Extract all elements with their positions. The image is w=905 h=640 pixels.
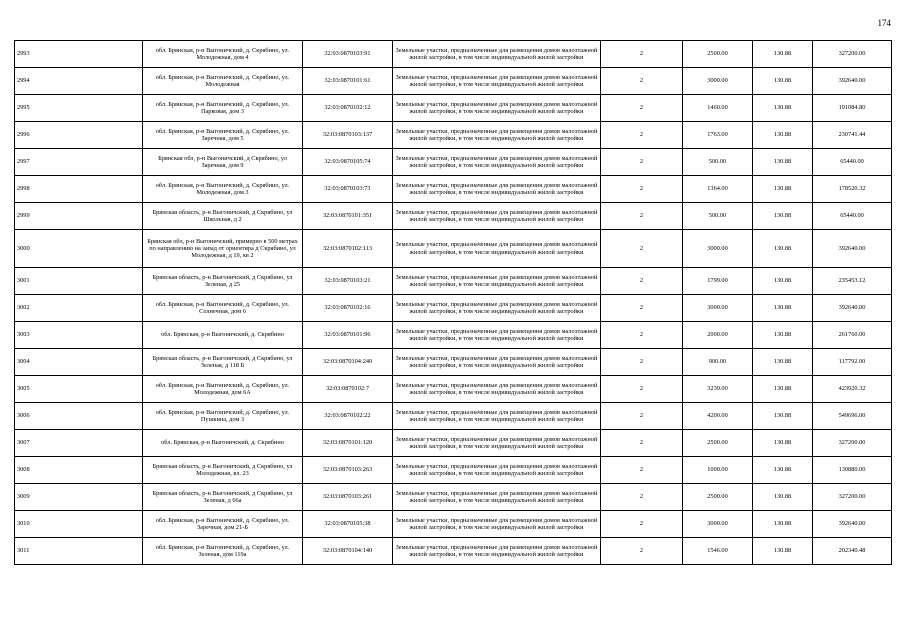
cadastral-number-cell: 32:03:0870102:113 (303, 230, 393, 268)
table-row (15, 149, 892, 176)
cadastral-value-cell: 327200.00 (813, 430, 892, 457)
address-cell: обл. Брянская, р-н Выгоничский, д. Скрябино, ул. Пушкина, дом 3 (143, 403, 303, 430)
permitted-use-cell: Земельные участки, предназначенные для размещения домов малоэтажной жилой застройки, в том числе индивидуальной жилой застройки (393, 176, 601, 203)
row-number: 3011 (15, 538, 143, 565)
cadastral-number-cell: 32:03:0870103:91 (303, 41, 393, 68)
table-row (15, 484, 892, 511)
address-cell: Брянская область, р-н Выгоничский, д Скрябино, ул Зеленая, д 25 (143, 268, 303, 295)
category-cell: 2 (601, 41, 683, 68)
row-number: 2998 (15, 176, 143, 203)
rate-cell: 130.88 (753, 95, 813, 122)
address-cell: Брянская область, р-н Выгоничский, д Скрябино, ул Зеленая, д 118 Б (143, 349, 303, 376)
row-number: 3005 (15, 376, 143, 403)
cadastral-value-cell: 65440.00 (813, 149, 892, 176)
area-cell: 500.00 (683, 149, 753, 176)
table-row (15, 41, 892, 68)
permitted-use-cell: Земельные участки, предназначенные для размещения домов малоэтажной жилой застройки, в том числе индивидуальной жилой застройки (393, 41, 601, 68)
category-cell: 2 (601, 295, 683, 322)
table-row (15, 68, 892, 95)
permitted-use-cell: Земельные участки, предназначенные для размещения домов малоэтажной жилой застройки, в том числе индивидуальной жилой застройки (393, 149, 601, 176)
area-cell: 1763.00 (683, 122, 753, 149)
rate-cell: 130.88 (753, 149, 813, 176)
row-number: 2996 (15, 122, 143, 149)
address-cell: Брянская область, р-н Выгоничский, д Скрябино, ул Зеленая, д 66а (143, 484, 303, 511)
row-number: 2997 (15, 149, 143, 176)
permitted-use-cell: Земельные участки, предназначенные для размещения домов малоэтажной жилой застройки, в том числе индивидуальной жилой застройки (393, 457, 601, 484)
cadastral-number-cell: 32:03:0870103:21 (303, 268, 393, 295)
cadastral-number-cell: 32:03:0870104:240 (303, 349, 393, 376)
category-cell: 2 (601, 484, 683, 511)
category-cell: 2 (601, 68, 683, 95)
cadastral-number-cell: 32:03:0870102:16 (303, 295, 393, 322)
cadastral-value-cell: 117792.00 (813, 349, 892, 376)
cadastral-value-cell: 178520.32 (813, 176, 892, 203)
table-row (15, 403, 892, 430)
cadastral-value-cell: 191084.80 (813, 95, 892, 122)
area-cell: 3000.00 (683, 68, 753, 95)
cadastral-number-cell: 32:03:0870104:140 (303, 538, 393, 565)
rate-cell: 130.88 (753, 230, 813, 268)
category-cell: 2 (601, 95, 683, 122)
permitted-use-cell: Земельные участки, предназначенные для размещения домов малоэтажной жилой застройки, в том числе индивидуальной жилой застройки (393, 268, 601, 295)
cadastral-number-cell: 32:03:0870105:74 (303, 149, 393, 176)
category-cell: 2 (601, 511, 683, 538)
permitted-use-cell: Земельные участки, предназначенные для размещения домов малоэтажной жилой застройки, в том числе индивидуальной жилой застройки (393, 403, 601, 430)
cadastral-number-cell: 32:03:0870101:61 (303, 68, 393, 95)
cadastral-number-cell: 32:03:0870103:137 (303, 122, 393, 149)
table-row (15, 203, 892, 230)
cadastral-value-cell: 261760.00 (813, 322, 892, 349)
cadastral-value-cell: 327200.00 (813, 41, 892, 68)
rate-cell: 130.88 (753, 176, 813, 203)
cadastral-value-cell: 130880.00 (813, 457, 892, 484)
rate-cell: 130.88 (753, 403, 813, 430)
cadastral-value-cell: 65440.00 (813, 203, 892, 230)
cadastral-number-cell: 32:03:0870103:73 (303, 176, 393, 203)
area-cell: 1460.00 (683, 95, 753, 122)
table-row (15, 538, 892, 565)
address-cell: обл. Брянская, р-н Выгоничский, д. Скрябино, ул. Парковая, дом 3 (143, 95, 303, 122)
area-cell: 2500.00 (683, 430, 753, 457)
table-row (15, 122, 892, 149)
address-cell: Брянская область, р-н Выгоничский, д Скрябино, ул Молодежная, вл. 23 (143, 457, 303, 484)
area-cell: 900.00 (683, 349, 753, 376)
row-number: 2994 (15, 68, 143, 95)
cadastral-value-cell: 235453.12 (813, 268, 892, 295)
permitted-use-cell: Земельные участки, предназначенные для размещения домов малоэтажной жилой застройки, в том числе индивидуальной жилой застройки (393, 511, 601, 538)
land-parcel-table (14, 40, 892, 565)
rate-cell: 130.88 (753, 122, 813, 149)
cadastral-value-cell: 423920.32 (813, 376, 892, 403)
category-cell: 2 (601, 203, 683, 230)
cadastral-number-cell: 32:03:0870101:96 (303, 322, 393, 349)
row-number: 2995 (15, 95, 143, 122)
category-cell: 2 (601, 230, 683, 268)
area-cell: 3239.00 (683, 376, 753, 403)
cadastral-number-cell: 32:03:0870102:12 (303, 95, 393, 122)
rate-cell: 130.88 (753, 484, 813, 511)
table-row (15, 349, 892, 376)
address-cell: Брянская обл, р-н Выгоничский, д Скрябино, ул Заречная, дом 9 (143, 149, 303, 176)
permitted-use-cell: Земельные участки, предназначенные для размещения домов малоэтажной жилой застройки, в том числе индивидуальной жилой застройки (393, 295, 601, 322)
area-cell: 3000.00 (683, 511, 753, 538)
table-row (15, 457, 892, 484)
rate-cell: 130.88 (753, 430, 813, 457)
category-cell: 2 (601, 538, 683, 565)
category-cell: 2 (601, 376, 683, 403)
area-cell: 4200.00 (683, 403, 753, 430)
area-cell: 2500.00 (683, 484, 753, 511)
rate-cell: 130.88 (753, 457, 813, 484)
address-cell: обл. Брянская, р-н Выгоничский, д. Скрябино, ул. Заречная, дом 21-Б (143, 511, 303, 538)
row-number: 2999 (15, 203, 143, 230)
area-cell: 1000.00 (683, 457, 753, 484)
category-cell: 2 (601, 457, 683, 484)
rate-cell: 130.88 (753, 322, 813, 349)
rate-cell: 130.88 (753, 349, 813, 376)
category-cell: 2 (601, 268, 683, 295)
category-cell: 2 (601, 430, 683, 457)
table-row (15, 430, 892, 457)
cadastral-value-cell: 392640.00 (813, 295, 892, 322)
rate-cell: 130.88 (753, 41, 813, 68)
rate-cell: 130.88 (753, 376, 813, 403)
table-row (15, 295, 892, 322)
address-cell: обл. Брянская, р-н Выгоничский, д. Скрябино, ул. Молодежная (143, 68, 303, 95)
row-number: 3001 (15, 268, 143, 295)
area-cell: 2500.00 (683, 41, 753, 68)
permitted-use-cell: Земельные участки, предназначенные для размещения домов малоэтажной жилой застройки, в том числе индивидуальной жилой застройки (393, 376, 601, 403)
area-cell: 2000.00 (683, 322, 753, 349)
area-cell: 1546.00 (683, 538, 753, 565)
category-cell: 2 (601, 149, 683, 176)
row-number: 3003 (15, 322, 143, 349)
address-cell: обл. Брянская, р-н Выгоничский, д. Скрябино, ул. Молодежная, дом 4 (143, 41, 303, 68)
row-number: 3009 (15, 484, 143, 511)
cadastral-number-cell: 32:03:0870101:120 (303, 430, 393, 457)
table-row (15, 322, 892, 349)
cadastral-number-cell: 32:03:0870101:351 (303, 203, 393, 230)
table-row (15, 230, 892, 268)
address-cell: обл. Брянская, р-н Выгоничский, д. Скрябино, ул. Молодежная, дом 3 (143, 176, 303, 203)
table-row (15, 268, 892, 295)
rate-cell: 130.88 (753, 511, 813, 538)
permitted-use-cell: Земельные участки, предназначенные для размещения домов малоэтажной жилой застройки, в том числе индивидуальной жилой застройки (393, 430, 601, 457)
address-cell: обл. Брянская, р-н Выгоничский, д. Скрябино (143, 430, 303, 457)
area-cell: 500.00 (683, 203, 753, 230)
rate-cell: 130.88 (753, 538, 813, 565)
row-number: 3007 (15, 430, 143, 457)
category-cell: 2 (601, 322, 683, 349)
rate-cell: 130.88 (753, 268, 813, 295)
table-row (15, 511, 892, 538)
row-number: 3006 (15, 403, 143, 430)
row-number: 3004 (15, 349, 143, 376)
permitted-use-cell: Земельные участки, предназначенные для размещения домов малоэтажной жилой застройки, в том числе индивидуальной жилой застройки (393, 349, 601, 376)
permitted-use-cell: Земельные участки, предназначенные для размещения домов малоэтажной жилой застройки, в том числе индивидуальной жилой застройки (393, 122, 601, 149)
row-number: 2993 (15, 41, 143, 68)
address-cell: обл. Брянская, р-н Выгоничский, д. Скрябино (143, 322, 303, 349)
category-cell: 2 (601, 349, 683, 376)
cadastral-number-cell: 32:03:0870105:38 (303, 511, 393, 538)
cadastral-value-cell: 202340.48 (813, 538, 892, 565)
page-number: 174 (877, 18, 891, 28)
row-number: 3000 (15, 230, 143, 268)
cadastral-value-cell: 392640.00 (813, 230, 892, 268)
permitted-use-cell: Земельные участки, предназначенные для размещения домов малоэтажной жилой застройки, в том числе индивидуальной жилой застройки (393, 68, 601, 95)
address-cell: Брянская обл, р-н Выгоничский, примерно в 500 метрах по направлению на запад от ориентира д Скрябино, ул Молодежная, д 19, кв 2 (143, 230, 303, 268)
permitted-use-cell: Земельные участки, предназначенные для размещения домов малоэтажной жилой застройки, в том числе индивидуальной жилой застройки (393, 322, 601, 349)
address-cell: обл. Брянская, р-н Выгоничский, д. Скрябино, ул. Молодежная, дом 6А (143, 376, 303, 403)
cadastral-number-cell: 32:03:0870102:7 (303, 376, 393, 403)
rate-cell: 130.88 (753, 203, 813, 230)
cadastral-value-cell: 230741.44 (813, 122, 892, 149)
permitted-use-cell: Земельные участки, предназначенные для размещения домов малоэтажной жилой застройки, в том числе индивидуальной жилой застройки (393, 230, 601, 268)
address-cell: обл. Брянская, р-н Выгоничский, д. Скрябино, ул. Заречная, дом 5 (143, 122, 303, 149)
cadastral-value-cell: 549696.00 (813, 403, 892, 430)
area-cell: 3000.00 (683, 230, 753, 268)
cadastral-value-cell: 392640.00 (813, 511, 892, 538)
category-cell: 2 (601, 122, 683, 149)
cadastral-value-cell: 327200.00 (813, 484, 892, 511)
category-cell: 2 (601, 403, 683, 430)
address-cell: обл. Брянская, р-н Выгоничский, д. Скрябино, ул. Зеленая, дом 119а (143, 538, 303, 565)
row-number: 3010 (15, 511, 143, 538)
row-number: 3008 (15, 457, 143, 484)
address-cell: Брянская область, р-н Выгоничский, д Скрябино, ул Школьная, д 2 (143, 203, 303, 230)
area-cell: 1799.00 (683, 268, 753, 295)
table-row (15, 376, 892, 403)
cadastral-number-cell: 32:03:0870103:263 (303, 457, 393, 484)
permitted-use-cell: Земельные участки, предназначенные для размещения домов малоэтажной жилой застройки, в том числе индивидуальной жилой застройки (393, 203, 601, 230)
row-number: 3002 (15, 295, 143, 322)
permitted-use-cell: Земельные участки, предназначенные для размещения домов малоэтажной жилой застройки, в том числе индивидуальной жилой застройки (393, 95, 601, 122)
cadastral-number-cell: 32:03:0870103:261 (303, 484, 393, 511)
area-cell: 1364.00 (683, 176, 753, 203)
area-cell: 3000.00 (683, 295, 753, 322)
address-cell: обл. Брянская, р-н Выгоничский, д. Скрябино, ул. Солнечная, дом 6 (143, 295, 303, 322)
permitted-use-cell: Земельные участки, предназначенные для размещения домов малоэтажной жилой застройки, в том числе индивидуальной жилой застройки (393, 484, 601, 511)
permitted-use-cell: Земельные участки, предназначенные для размещения домов малоэтажной жилой застройки, в том числе индивидуальной жилой застройки (393, 538, 601, 565)
cadastral-value-cell: 392640.00 (813, 68, 892, 95)
rate-cell: 130.88 (753, 68, 813, 95)
category-cell: 2 (601, 176, 683, 203)
table-row (15, 95, 892, 122)
rate-cell: 130.88 (753, 295, 813, 322)
table-row (15, 176, 892, 203)
cadastral-number-cell: 32:03:0870102:22 (303, 403, 393, 430)
